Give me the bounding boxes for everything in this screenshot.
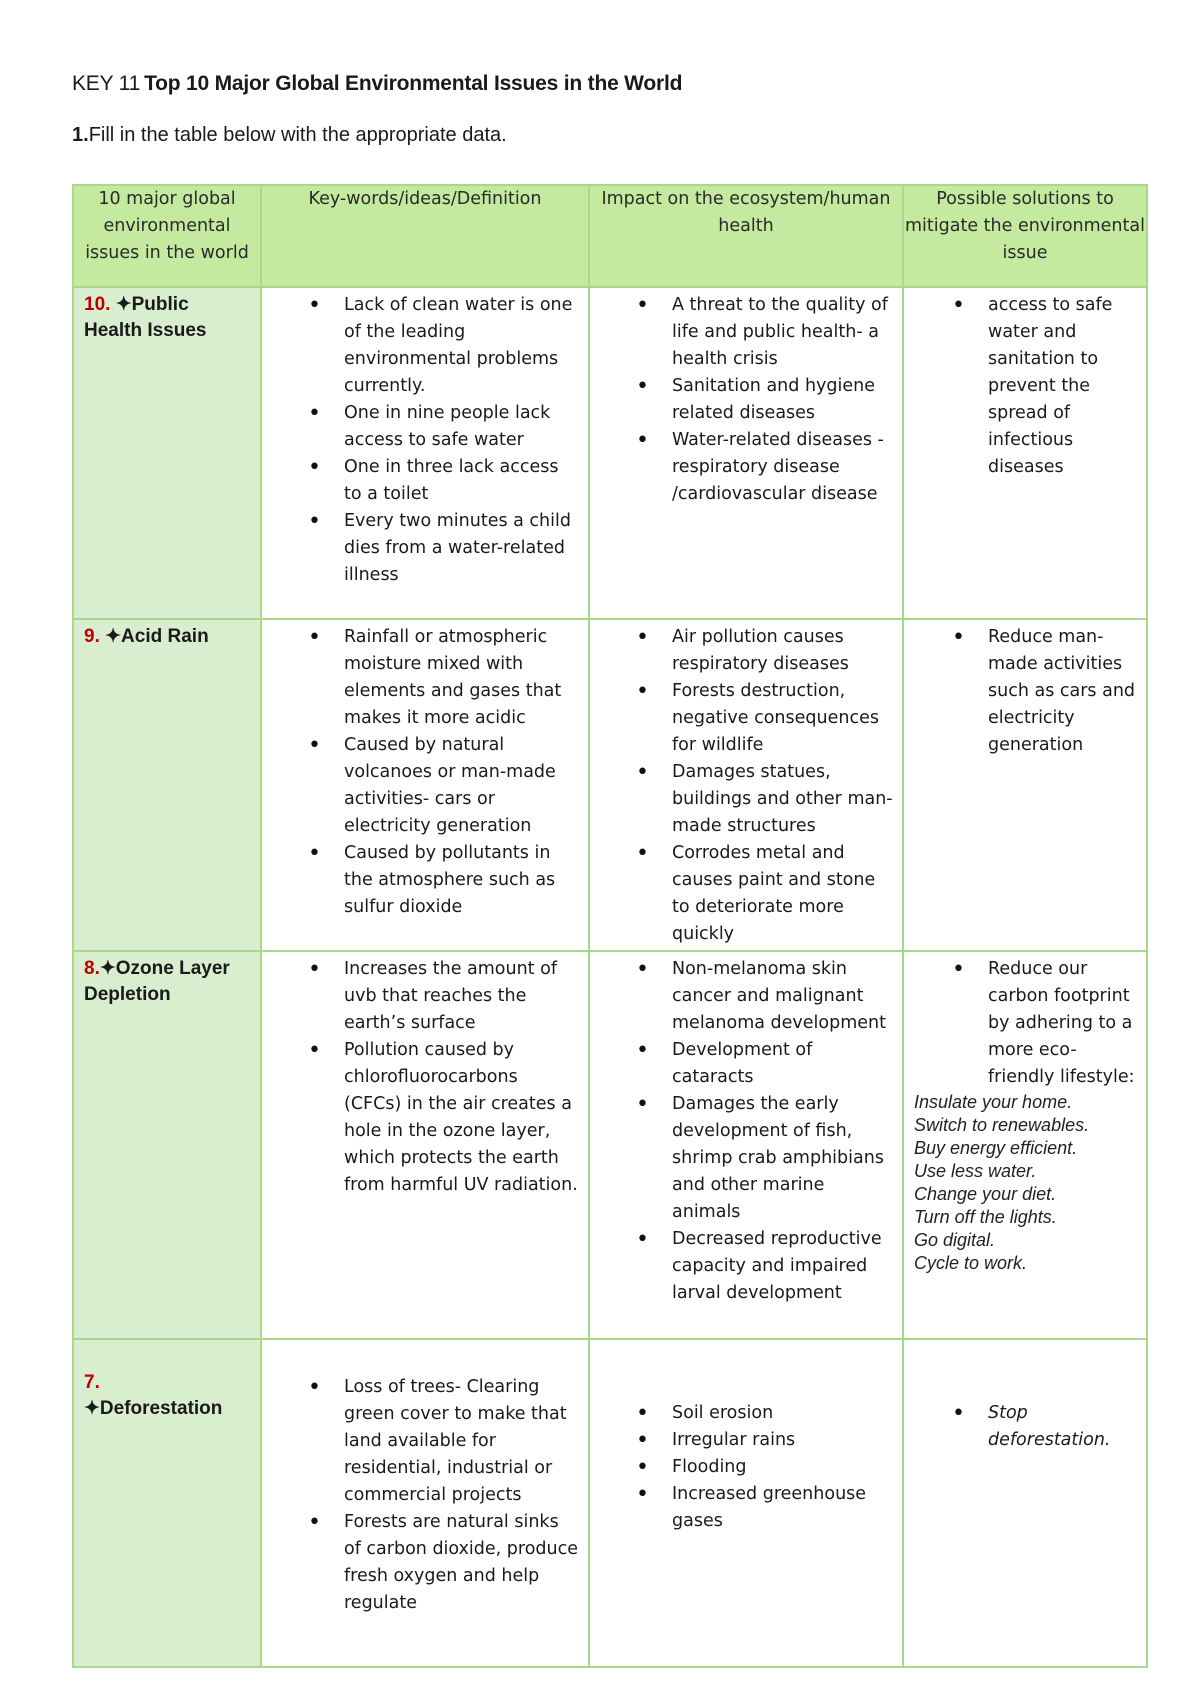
list-item: • Forests destruction, negative consequences for wildlife: [672, 678, 894, 759]
issue-name: ✦Deforestation: [84, 1398, 223, 1419]
list-item: • Air pollution causes respiratory diseases: [672, 624, 894, 678]
list-item: • Every two minutes a child dies from a water-related illness: [344, 508, 578, 589]
issue-number: 7.: [84, 1372, 100, 1393]
title-text: Top 10 Major Global Environmental Issues in the World: [144, 72, 683, 95]
list-item: • One in nine people lack access to safe water: [344, 400, 578, 454]
header-keywords: Key-words/ideas/Definition: [261, 185, 589, 287]
table-row: [73, 951, 1147, 1339]
list-item: • Reduce man-made activities such as cars and electricity generation: [988, 624, 1138, 759]
list-item: • Soil erosion: [672, 1400, 894, 1427]
list-item: • Non-melanoma skin cancer and malignant melanoma development: [672, 956, 894, 1037]
list-item: • A threat to the quality of life and public health- a health crisis: [672, 292, 894, 373]
list-item: • Reduce our carbon footprint by adhering to a more eco-friendly lifestyle:: [988, 956, 1138, 1091]
list-item: • Stop deforestation.: [988, 1400, 1138, 1454]
list-item: • Irregular rains: [672, 1427, 894, 1454]
solutions-cell: [903, 287, 1147, 619]
eco-tip: Use less water.: [914, 1161, 1037, 1181]
eco-tip: Insulate your home.: [914, 1092, 1073, 1112]
list-item: • Decreased reproductive capacity and impaired larval development: [672, 1226, 894, 1307]
list-item: • Sanitation and hygiene related diseases: [672, 373, 894, 427]
title-prefix: KEY 11: [72, 72, 141, 95]
table-row: [73, 287, 1147, 619]
header-solutions: Possible solutions to mitigate the environmental issue: [903, 185, 1147, 287]
impact-cell: [589, 619, 903, 951]
list-item: • Damages statues, buildings and other man-made structures: [672, 759, 894, 840]
list-item: • Pollution caused by chlorofluorocarbons (CFCs) in the air creates a hole in the ozone layer, which protects the earth from harmful UV radiation.: [344, 1037, 578, 1199]
issues-table: [72, 184, 1148, 1668]
eco-tip: Turn off the lights.: [914, 1207, 1057, 1227]
list-item: • Water-related diseases -respiratory disease /cardiovascular disease: [672, 427, 894, 508]
list-item: • Caused by natural volcanoes or man-made activities- cars or electricity generation: [344, 732, 578, 840]
issue-name: ✦Public Health Issues: [84, 294, 207, 341]
header-issue: 10 major global environmental issues in the world: [73, 185, 261, 287]
list-item: • access to safe water and sanitation to prevent the spread of infectious diseases: [988, 292, 1138, 481]
eco-tip: Go digital.: [914, 1230, 996, 1250]
impact-cell: [589, 951, 903, 1339]
list-item: • One in three lack access to a toilet: [344, 454, 578, 508]
list-item: • Loss of trees- Clearing green cover to make that land available for residential, industrial or commercial projects: [344, 1374, 578, 1509]
issue-number: 10.: [84, 294, 111, 315]
document-title: [72, 72, 682, 96]
eco-tip: Buy energy efficient.: [914, 1138, 1078, 1158]
issue-cell: [73, 287, 261, 619]
solutions-cell: [903, 1339, 1147, 1667]
list-item: • Increased greenhouse gases: [672, 1481, 894, 1535]
list-item: • Flooding: [672, 1454, 894, 1481]
solutions-cell: [903, 951, 1147, 1339]
table-row: [73, 1339, 1147, 1667]
issue-number: 8.: [84, 958, 100, 979]
list-item: • Corrodes metal and causes paint and stone to deteriorate more quickly: [672, 840, 894, 948]
header-impact: Impact on the ecosystem/human health: [589, 185, 903, 287]
keywords-cell: [261, 287, 589, 619]
list-item: • Damages the early development of fish, shrimp crab amphibians and other marine animals: [672, 1091, 894, 1226]
issue-cell: [73, 1339, 261, 1667]
instruction-number: 1.: [72, 124, 89, 146]
list-item: • Lack of clean water is one of the leading environmental problems currently.: [344, 292, 578, 400]
table-row: [73, 619, 1147, 951]
issue-number: 9.: [84, 626, 100, 647]
list-item: • Development of cataracts: [672, 1037, 894, 1091]
issue-cell: [73, 619, 261, 951]
instruction-text: Fill in the table below with the appropriate data.: [88, 124, 507, 146]
issue-name: ✦Acid Rain: [105, 626, 209, 647]
eco-tip: Change your diet.: [914, 1184, 1057, 1204]
issue-cell: [73, 951, 261, 1339]
list-item: • Caused by pollutants in the atmosphere such as sulfur dioxide: [344, 840, 578, 921]
solutions-cell: [903, 619, 1147, 951]
impact-cell: [589, 1339, 903, 1667]
table-header-row: [73, 185, 1147, 287]
instruction: [72, 124, 507, 147]
list-item: • Forests are natural sinks of carbon dioxide, produce fresh oxygen and help regulate: [344, 1509, 578, 1617]
eco-tip: Cycle to work.: [914, 1253, 1028, 1273]
eco-tips: [914, 1091, 1146, 1275]
keywords-cell: [261, 1339, 589, 1667]
issue-name: ✦Ozone Layer Depletion: [84, 958, 230, 1005]
keywords-cell: [261, 951, 589, 1339]
list-item: • Rainfall or atmospheric moisture mixed with elements and gases that makes it more acidic: [344, 624, 578, 732]
keywords-cell: [261, 619, 589, 951]
impact-cell: [589, 287, 903, 619]
list-item: • Increases the amount of uvb that reaches the earth’s surface: [344, 956, 578, 1037]
eco-tip: Switch to renewables.: [914, 1115, 1090, 1135]
